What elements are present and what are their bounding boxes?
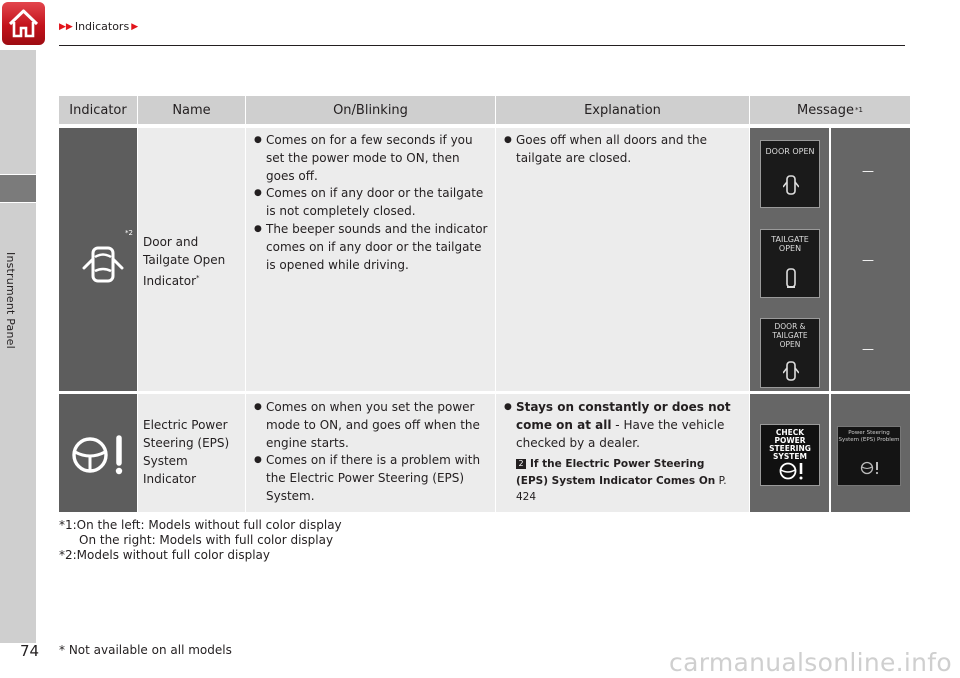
cross-reference-arrow-icon: 2 (516, 459, 526, 469)
message-cell-right (831, 128, 910, 391)
indicator-name-line: Electric Power (143, 418, 228, 432)
door-tailgate-open-car-icon (783, 359, 799, 383)
column-header-on-blinking (246, 96, 495, 124)
table-row-explanation-cell (496, 128, 749, 391)
column-header-explanation (496, 96, 749, 124)
list-item (503, 399, 738, 452)
message-screen-text: DOOR OPEN (765, 147, 815, 156)
cross-reference[interactable] (503, 456, 738, 506)
table-row-indicator-cell (59, 394, 137, 512)
on-blinking-list (253, 132, 490, 274)
table-row-on-blinking-cell (246, 394, 495, 512)
list-item: ● Goes off when all doors and the tailgate are closed. (503, 132, 728, 168)
message-screen-tailgate-open (760, 229, 820, 298)
message-screen-check-power-steering (760, 424, 820, 486)
list-item: ● Comes on for a few seconds if you set the power mode to ON, then goes off. (253, 132, 490, 185)
message-screen-text: CHECK POWER STEERING SYSTEM (769, 428, 811, 461)
table-row-name-cell (138, 128, 245, 391)
eps-steering-warning-icon (779, 461, 805, 481)
breadcrumb-arrow-icon: ▶▶ (59, 21, 73, 32)
breadcrumb-arrow-icon: ▶ (131, 21, 139, 32)
message-none-dash: — (862, 164, 874, 178)
cross-reference-page[interactable]: P. 424 (516, 474, 727, 504)
footnote: On the right: Models with full color display (79, 533, 334, 547)
sidebar-section-label: Instrument Panel (4, 252, 17, 349)
list-item: ● Comes on if there is a problem with the Electric Power Steering (EPS) System. (253, 452, 490, 505)
message-none-dash: — (862, 253, 874, 267)
list-item: ● Comes on if any door or the tailgate is not completely closed. (253, 185, 490, 221)
indicator-name (143, 416, 229, 488)
eps-steering-warning-icon (70, 434, 128, 476)
message-screen-text: Power Steering System (EPS) Problem (838, 430, 900, 443)
message-cell-left (750, 128, 829, 391)
table-footnotes (59, 518, 342, 563)
column-header-label: Name (172, 102, 211, 118)
cross-reference-title[interactable]: If the Electric Power Steering (EPS) System Indicator Comes On (516, 458, 716, 487)
explanation-block (503, 399, 738, 506)
message-screen-eps-problem (837, 426, 901, 486)
page-number: 74 (20, 642, 40, 660)
availability-note: * Not available on all models (59, 643, 232, 657)
header-divider (59, 45, 905, 46)
column-header-indicator (59, 96, 137, 124)
explanation-emphasis: Stays on constantly or does not come on at all (516, 400, 731, 432)
message-cell-left (750, 394, 829, 512)
tailgate-open-car-icon (784, 266, 798, 290)
indicator-name-line: Indicator (143, 472, 197, 486)
table-row-indicator-cell (59, 128, 137, 391)
column-header-message (750, 96, 910, 124)
indicator-name-line: Door and (143, 235, 199, 249)
footnote: *1:On the left: Models without full color display (59, 518, 342, 532)
column-header-label: Explanation (584, 102, 661, 118)
message-screen-text: DOOR & TAILGATE OPEN (772, 322, 808, 349)
home-button[interactable] (2, 2, 45, 45)
indicator-name-line: System (143, 454, 188, 468)
indicator-name (143, 233, 225, 290)
door-open-car-icon (783, 173, 799, 197)
indicator-name-line: Tailgate Open (143, 253, 226, 267)
explanation-list (503, 132, 728, 168)
column-header-label: Indicator (69, 102, 127, 118)
message-screen-door-tailgate-open (760, 318, 820, 388)
column-header-name (138, 96, 245, 124)
indicator-name-line: Indicator (143, 274, 197, 288)
table-row-on-blinking-cell (246, 128, 495, 391)
message-screen-door-open (760, 140, 820, 208)
breadcrumb (59, 20, 138, 33)
message-none-dash: — (862, 342, 874, 356)
table-row-name-cell (138, 394, 245, 512)
message-screen-text: TAILGATE OPEN (771, 235, 809, 253)
list-item: ● Comes on when you set the power mode to ON, and goes off when the engine starts. (253, 399, 490, 452)
column-header-label: Message (797, 102, 854, 118)
breadcrumb-link-indicators[interactable]: Indicators (74, 20, 130, 33)
column-header-label: On/Blinking (333, 102, 408, 118)
sidebar-tab-active[interactable] (0, 175, 36, 202)
footnote-marker: * (196, 274, 200, 282)
footnote-marker: *1 (855, 106, 863, 114)
explanation-list (503, 399, 738, 452)
on-blinking-list (253, 399, 490, 506)
eps-steering-warning-icon (860, 460, 880, 475)
table-row-explanation-cell (496, 394, 749, 512)
footnote-marker: *2 (125, 229, 133, 237)
watermark: carmanualsonline.info (669, 648, 952, 677)
explanation-text: - Have the vehicle checked by a dealer. (516, 417, 725, 450)
door-open-car-icon (82, 240, 124, 284)
footnote: *2:Models without full color display (59, 548, 270, 562)
list-item: ● The beeper sounds and the indicator comes on if any door or the tailgate is opened while driving. (253, 221, 490, 274)
indicator-name-line: Steering (EPS) (143, 436, 230, 450)
sidebar-tab-upper (0, 50, 36, 174)
message-cell-right (831, 394, 910, 512)
home-icon (6, 6, 41, 41)
